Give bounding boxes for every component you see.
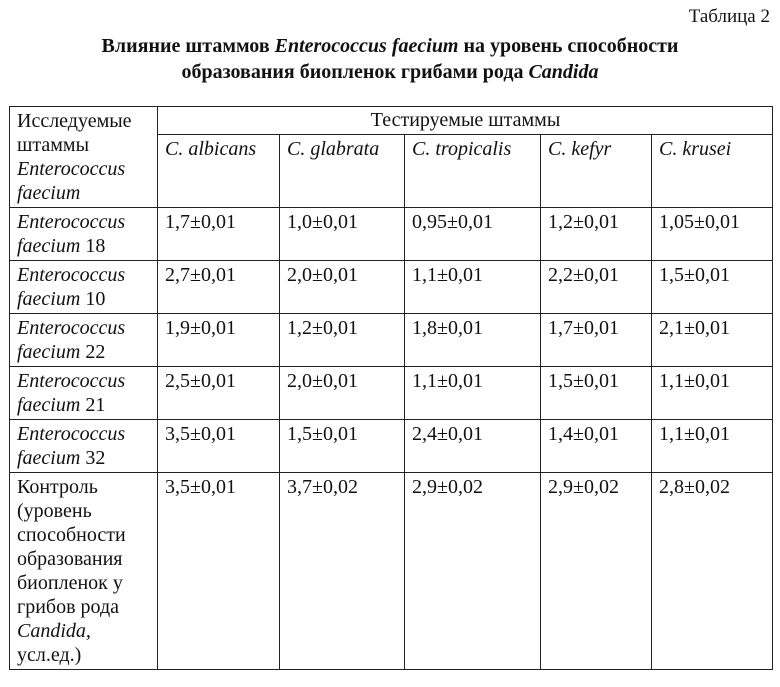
group-header-cell: Тестируемые штаммы	[158, 107, 773, 135]
control-label-cell	[10, 473, 158, 670]
row-species-text: faecium	[17, 341, 81, 363]
control-label-text: биопленок у	[17, 572, 123, 594]
title-line-1	[0, 33, 780, 59]
value-cell: 2,5±0,01	[158, 367, 280, 420]
value-cell: 1,1±0,01	[652, 420, 773, 473]
row-label-cell	[10, 367, 158, 420]
value-cell: 1,5±0,01	[280, 420, 405, 473]
value-cell: 1,2±0,01	[541, 208, 652, 261]
control-label-text: Контроль	[17, 476, 98, 498]
table-row	[10, 420, 773, 473]
title-text: образования биопленок грибами рода	[181, 61, 529, 83]
title-species: Enterococcus faecium	[274, 35, 459, 57]
value-cell: 1,05±0,01	[652, 208, 773, 261]
control-value-cell: 3,7±0,02	[280, 473, 405, 670]
row-species-text: Enterococcus	[17, 264, 126, 286]
value-cell: 1,1±0,01	[405, 261, 541, 314]
header-species: Enterococcus	[17, 158, 126, 180]
value-cell: 1,0±0,01	[280, 208, 405, 261]
row-species-text: Enterococcus	[17, 317, 126, 339]
value-cell: 1,5±0,01	[541, 367, 652, 420]
row-strain-number: 10	[80, 288, 106, 310]
value-cell: 1,7±0,01	[158, 208, 280, 261]
control-label-text: способности	[17, 524, 126, 546]
row-species-text: faecium	[17, 288, 81, 310]
row-species-text: Enterococcus	[17, 423, 126, 445]
value-cell: 1,2±0,01	[280, 314, 405, 367]
value-cell: 2,4±0,01	[405, 420, 541, 473]
header-text: Исследуемые	[17, 110, 132, 132]
header-species: faecium	[17, 182, 81, 204]
control-row	[10, 473, 773, 670]
row-species-text: Enterococcus	[17, 211, 126, 233]
row-label-cell	[10, 314, 158, 367]
value-cell: 1,1±0,01	[405, 367, 541, 420]
column-header-c-albicans: C. albicans	[158, 135, 280, 208]
title-text: на уровень способности	[458, 35, 679, 57]
row-label-cell	[10, 420, 158, 473]
row-species-text: faecium	[17, 447, 81, 469]
control-value-cell: 2,9±0,02	[541, 473, 652, 670]
table-row	[10, 261, 773, 314]
row-species-text: Enterococcus	[17, 370, 126, 392]
value-cell: 2,0±0,01	[280, 367, 405, 420]
column-header-c-krusei: C. krusei	[652, 135, 773, 208]
control-label-text: образования	[17, 548, 123, 570]
control-value-cell: 2,8±0,02	[652, 473, 773, 670]
table-row	[10, 208, 773, 261]
table-number: Таблица 2	[688, 6, 770, 27]
control-value-cell: 2,9±0,02	[405, 473, 541, 670]
value-cell: 1,9±0,01	[158, 314, 280, 367]
row-species-text: faecium	[17, 235, 81, 257]
row-strain-number: 21	[80, 394, 106, 416]
value-cell: 2,7±0,01	[158, 261, 280, 314]
table-row	[10, 367, 773, 420]
value-cell: 0,95±0,01	[405, 208, 541, 261]
value-cell: 2,1±0,01	[652, 314, 773, 367]
header-text: штаммы	[17, 134, 90, 156]
row-strain-number: 18	[80, 235, 106, 257]
results-table	[9, 106, 773, 670]
value-cell: 1,8±0,01	[405, 314, 541, 367]
value-cell: 1,5±0,01	[652, 261, 773, 314]
header-row	[10, 107, 773, 135]
control-label-genus: Candida,	[17, 620, 91, 642]
table-title	[0, 33, 780, 85]
value-cell: 1,1±0,01	[652, 367, 773, 420]
row-strain-number: 32	[80, 447, 106, 469]
row-strain-number: 22	[80, 341, 106, 363]
title-text: Влияние штаммов	[101, 35, 275, 57]
row-label-cell	[10, 208, 158, 261]
corner-header-cell	[10, 107, 158, 208]
table-row	[10, 314, 773, 367]
control-label-text: (уровень	[17, 500, 92, 522]
title-line-2	[0, 59, 780, 85]
value-cell: 1,4±0,01	[541, 420, 652, 473]
title-genus: Candida	[528, 61, 599, 83]
value-cell: 2,2±0,01	[541, 261, 652, 314]
row-label-cell	[10, 261, 158, 314]
control-value-cell: 3,5±0,01	[158, 473, 280, 670]
value-cell: 2,0±0,01	[280, 261, 405, 314]
value-cell: 1,7±0,01	[541, 314, 652, 367]
row-species-text: faecium	[17, 394, 81, 416]
column-header-c-kefyr: C. kefyr	[541, 135, 652, 208]
column-header-c-glabrata: C. glabrata	[280, 135, 405, 208]
control-label-text: грибов рода	[17, 596, 120, 618]
value-cell: 3,5±0,01	[158, 420, 280, 473]
column-header-c-tropicalis: C. tropicalis	[405, 135, 541, 208]
control-label-units: усл.ед.)	[17, 644, 82, 666]
